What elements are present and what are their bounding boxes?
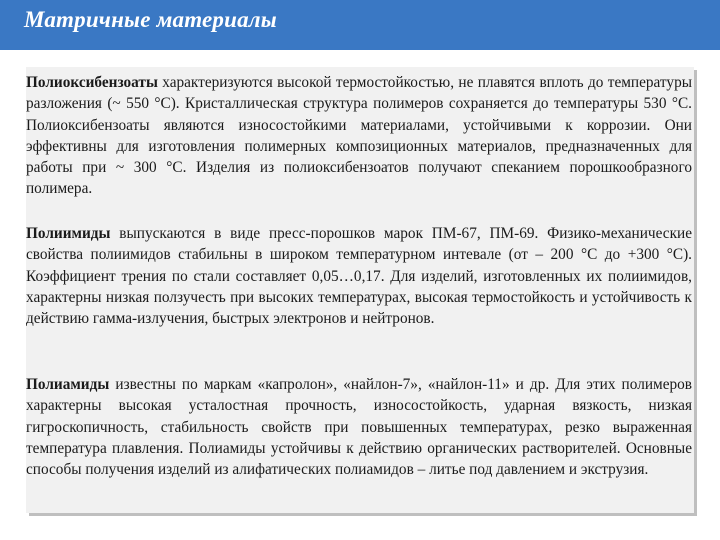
term-polyamides: Полиамиды (26, 376, 110, 393)
paragraph-text: характеризуются высокой термостойкостью, не плавятся вплоть до температуры разложения (~ 550 °С). Кристаллическая структура полимеров сохраняется до температуры 530 °С. Полиоксибензоаты являются износостойкими материалами, устойчивыми к коррозии. Они эффективны для изготовления полимерных композиционных материалов, предназначенных для работы при ~ 300 °С. Изделия из полиоксибензоатов получают спеканием порошкообразного полимера. (26, 74, 692, 198)
term-polyoxybenzoates: Полиоксибензоаты (26, 74, 158, 91)
term-polyimides: Полиимиды (26, 225, 111, 242)
content-panel (26, 67, 694, 513)
paragraph-text: известны по маркам «капролон», «найлон-7», «найлон-11» и др. Для этих полимеров характерны высокая усталостная прочность, износостойкость, ударная вязкость, низкая гигроскопичность, стабильность свойств при повышенных температурах, резко выраженная температура плавления. Полиамиды устойчивы к действию органических растворителей. Основные способы получения изделий из алифатических полиамидов – литье под давлением и экструзия. (26, 376, 692, 479)
title-bar (0, 0, 720, 50)
slide-title: Матричные материалы (24, 7, 277, 32)
paragraph-polyamides (26, 374, 692, 480)
paragraph-polyimides (26, 223, 692, 329)
paragraph-polyoxybenzoates (26, 72, 692, 200)
paragraph-text: выпускаются в виде пресс-порошков марок ПМ-67, ПМ-69. Физико-механические свойства полиимидов стабильны в широком температурном интевале (от – 200 °С до +300 °С). Коэффициент трения по стали составляет 0,05…0,17. Для изделий, изготовленных их полиимидов, характерны низкая ползучесть при высоких температурах, высокая термостойкость и устойчивость к действию гамма-излучения, быстрых электронов и нейтронов. (26, 225, 692, 328)
